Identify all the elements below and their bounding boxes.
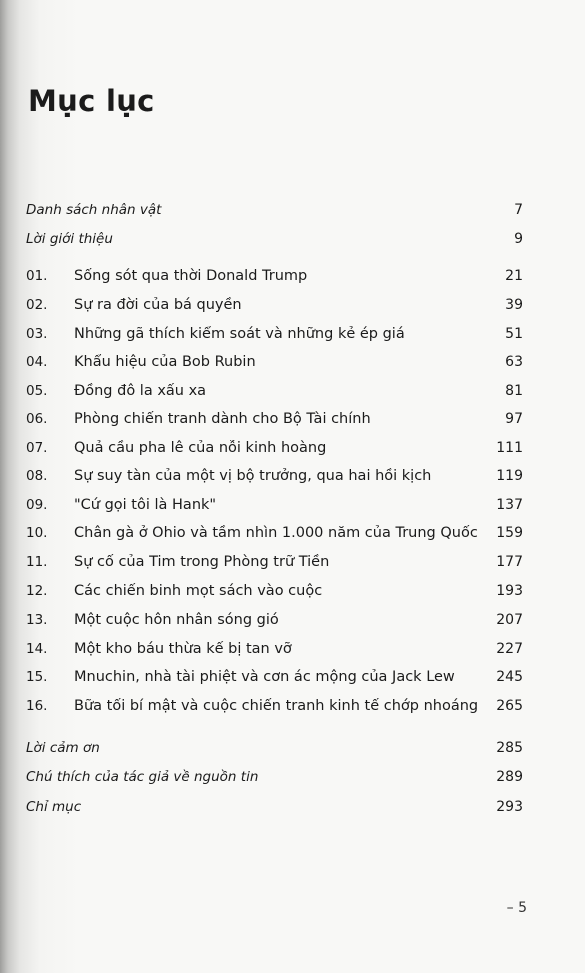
chapter-number: 05.: [26, 383, 48, 399]
toc-chapter-row[interactable]: [26, 666, 523, 688]
chapter-title: Sự suy tàn của một vị bộ trưởng, qua hai hồi kịch: [74, 468, 432, 484]
chapter-title: Mnuchin, nhà tài phiệt và cơn ác mộng của Jack Lew: [74, 669, 455, 685]
toc-entry-front-matter[interactable]: [26, 228, 523, 250]
toc-chapter-row[interactable]: [26, 551, 523, 573]
chapter-number: 14.: [26, 641, 48, 657]
toc-chapter-row[interactable]: [26, 323, 523, 345]
chapter-page: 39: [505, 297, 523, 313]
chapter-number: 10.: [26, 525, 48, 541]
chapter-number: 08.: [26, 468, 48, 484]
toc-chapter-row[interactable]: [26, 494, 523, 516]
chapter-page: 137: [496, 497, 523, 513]
toc-chapter-row[interactable]: [26, 609, 523, 631]
toc-entry-title: Chỉ mục: [26, 799, 82, 815]
toc-chapter-row[interactable]: [26, 638, 523, 660]
toc-entry-title: Lời cảm ơn: [26, 740, 100, 756]
toc-entry-title: Lời giới thiệu: [26, 231, 113, 247]
toc-chapter-row[interactable]: [26, 695, 523, 717]
chapter-number: 02.: [26, 297, 48, 313]
chapter-title: Sự cố của Tim trong Phòng trữ Tiền: [74, 554, 330, 570]
toc-chapter-row[interactable]: [26, 465, 523, 487]
toc-chapter-row[interactable]: [26, 380, 523, 402]
chapter-page: 265: [496, 698, 523, 714]
chapter-number: 12.: [26, 583, 48, 599]
toc-chapter-row[interactable]: [26, 580, 523, 602]
toc-entry-title: Chú thích của tác giả về nguồn tin: [26, 769, 259, 785]
chapter-page: 63: [505, 354, 523, 370]
chapter-number: 13.: [26, 612, 48, 628]
chapter-page: 227: [496, 641, 523, 657]
toc-entry-front-matter[interactable]: [26, 199, 523, 221]
chapter-title: Quả cầu pha lê của nỗi kinh hoàng: [74, 440, 327, 456]
toc-entry-page: 289: [496, 769, 523, 785]
chapter-page: 21: [505, 268, 523, 284]
chapter-page: 97: [505, 411, 523, 427]
toc-chapter-row[interactable]: [26, 522, 523, 544]
chapter-title: Sự ra đời của bá quyền: [74, 297, 242, 313]
chapter-number: 09.: [26, 497, 48, 513]
chapter-number: 06.: [26, 411, 48, 427]
chapter-number: 03.: [26, 326, 48, 342]
chapter-page: 207: [496, 612, 523, 628]
toc-chapter-row[interactable]: [26, 265, 523, 287]
chapter-title: Khẩu hiệu của Bob Rubin: [74, 354, 256, 370]
chapter-page: 177: [496, 554, 523, 570]
chapter-title: Đồng đô la xấu xa: [74, 383, 207, 399]
toc-chapter-row[interactable]: [26, 437, 523, 459]
chapter-page: 245: [496, 669, 523, 685]
chapter-title: Bữa tối bí mật và cuộc chiến tranh kinh tế chớp nhoáng: [74, 698, 479, 714]
page-title: Mục lục: [28, 84, 155, 118]
toc-entry-back-matter[interactable]: [26, 737, 523, 759]
toc-entry-back-matter[interactable]: [26, 766, 523, 788]
toc-entry-back-matter[interactable]: [26, 796, 523, 818]
chapter-number: 04.: [26, 354, 48, 370]
toc-entry-title: Danh sách nhân vật: [26, 202, 162, 218]
chapter-title: Các chiến binh mọt sách vào cuộc: [74, 583, 323, 599]
chapter-page: 111: [496, 440, 523, 456]
chapter-title: Một kho báu thừa kế bị tan vỡ: [74, 641, 292, 657]
chapter-page: 193: [496, 583, 523, 599]
chapter-title: Sống sót qua thời Donald Trump: [74, 268, 308, 284]
toc-entry-page: 293: [496, 799, 523, 815]
toc-entry-page: 7: [514, 202, 523, 218]
toc-chapter-row[interactable]: [26, 294, 523, 316]
chapter-page: 51: [505, 326, 523, 342]
chapter-page: 159: [496, 525, 523, 541]
page-folio: – 5: [506, 900, 527, 916]
chapter-number: 07.: [26, 440, 48, 456]
chapter-title: Những gã thích kiểm soát và những kẻ ép giá: [74, 326, 405, 342]
chapter-title: Một cuộc hôn nhân sóng gió: [74, 612, 279, 628]
toc-entry-page: 9: [514, 231, 523, 247]
chapter-number: 16.: [26, 698, 48, 714]
toc-entry-page: 285: [496, 740, 523, 756]
toc-chapter-row[interactable]: [26, 351, 523, 373]
chapter-number: 01.: [26, 268, 48, 284]
chapter-page: 81: [505, 383, 523, 399]
chapter-page: 119: [496, 468, 523, 484]
toc-chapter-row[interactable]: [26, 408, 523, 430]
chapter-number: 11.: [26, 554, 48, 570]
chapter-title: "Cứ gọi tôi là Hank": [74, 497, 217, 513]
chapter-number: 15.: [26, 669, 48, 685]
chapter-title: Chân gà ở Ohio và tầm nhìn 1.000 năm của Trung Quốc: [74, 525, 478, 541]
chapter-title: Phòng chiến tranh dành cho Bộ Tài chính: [74, 411, 371, 427]
